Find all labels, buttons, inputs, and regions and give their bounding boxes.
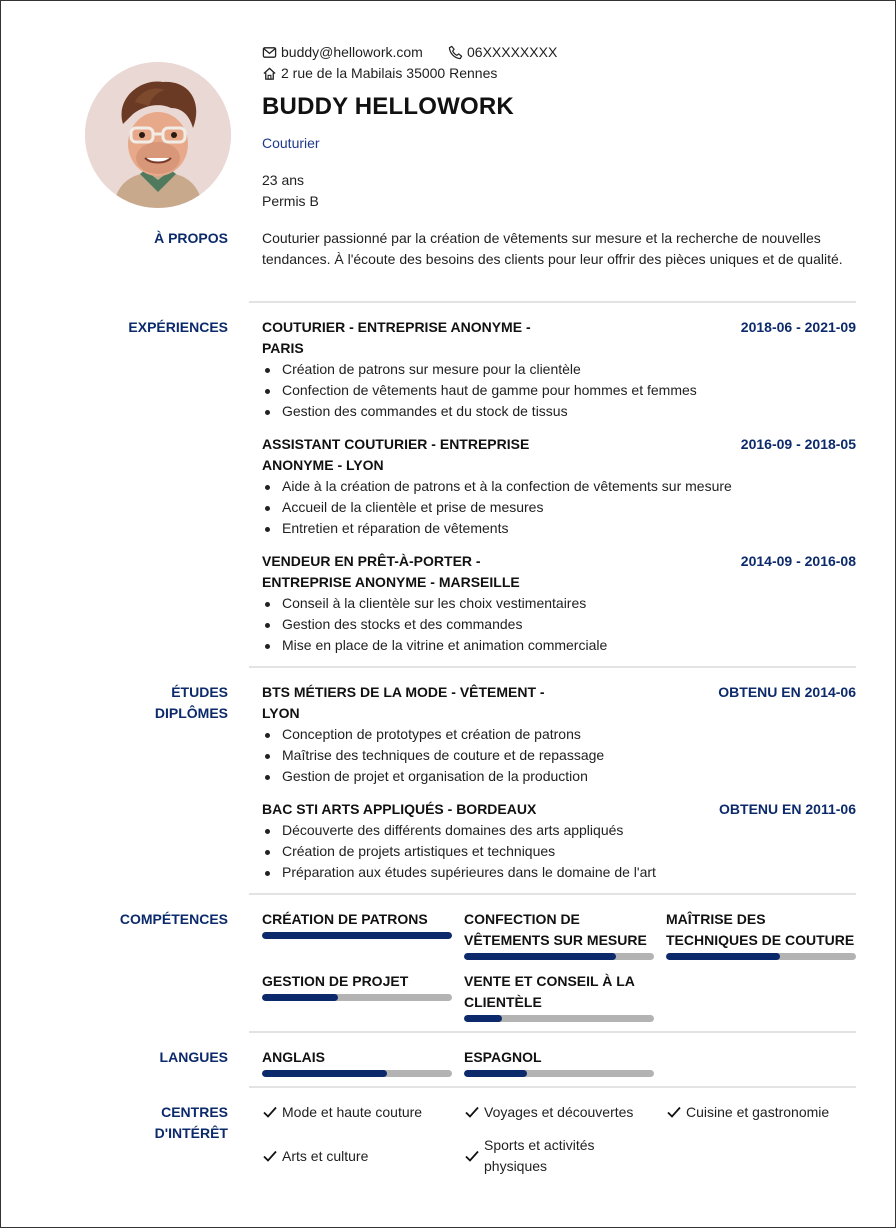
section-divider: [249, 666, 856, 668]
contact-email-row: [262, 44, 423, 60]
profile-avatar: [85, 62, 231, 208]
list-item: Gestion des commandes et du stock de tissus: [262, 401, 856, 422]
skill-level-bar: [262, 994, 452, 1001]
section-label-interests: CENTRES D'INTÉRÊT: [154, 1104, 228, 1141]
check-icon: [464, 1102, 480, 1126]
contact-email[interactable]: buddy@hellowork.com: [281, 44, 423, 60]
skill-level-fill: [666, 953, 780, 960]
language-name: ANGLAIS: [262, 1049, 325, 1065]
language-level-bar: [262, 1070, 452, 1077]
education-bullets: [262, 724, 856, 787]
interest-item: Mode et haute couture: [262, 1102, 422, 1126]
language-level-bar: [464, 1070, 654, 1077]
list-item: Aide à la création de patrons et à la confection de vêtements sur mesure: [262, 476, 856, 497]
check-icon: [464, 1146, 480, 1170]
section-label-languages: LANGUES: [159, 1049, 228, 1065]
experience-title: VENDEUR EN PRÊT-À-PORTER - ENTREPRISE ANONYME - MARSEILLE: [262, 553, 520, 590]
skill-level-fill: [464, 1015, 502, 1022]
experience-entry: [262, 434, 856, 539]
interest-item: Sports et activités physiques: [464, 1135, 595, 1177]
contact-phone[interactable]: 06XXXXXXXX: [467, 44, 558, 60]
check-icon: [262, 1146, 278, 1170]
home-icon: [262, 66, 277, 81]
education-entry: [262, 682, 856, 787]
list-item: Maîtrise des techniques de couture et de repassage: [262, 745, 856, 766]
experience-bullets: [262, 593, 856, 656]
education-title: BAC STI ARTS APPLIQUÉS - BORDEAUX: [262, 801, 537, 817]
list-item: Entretien et réparation de vêtements: [262, 518, 856, 539]
check-icon: [262, 1102, 278, 1126]
education-dates: OBTENU EN 2011-06: [719, 801, 856, 817]
language-name: ESPAGNOL: [464, 1049, 542, 1065]
skill-level-bar: [262, 932, 452, 939]
about-text: Couturier passionné par la création de vêtements sur mesure et la recherche de nouvelles tendances. À l'écoute des besoins des clients pour leur offrir des pièces uniques et de qualité.: [262, 230, 843, 267]
experience-title: ASSISTANT COUTURIER - ENTREPRISE ANONYME - LYON: [262, 436, 530, 473]
list-item: Découverte des différents domaines des arts appliqués: [262, 820, 856, 841]
interest-item: Cuisine et gastronomie: [666, 1102, 829, 1126]
skill-name: VENTE ET CONSEIL À LA CLIENTÈLE: [464, 973, 635, 1010]
skill-item: [666, 909, 856, 960]
list-item: Mise en place de la vitrine et animation commerciale: [262, 635, 856, 656]
experience-dates: 2018-06 - 2021-09: [740, 319, 856, 335]
education-entry: [262, 799, 856, 883]
skill-level-bar: [464, 1015, 654, 1022]
skill-name: CONFECTION DE VÊTEMENTS SUR MESURE: [464, 911, 647, 948]
section-divider: [249, 1086, 856, 1088]
skill-item: [464, 909, 654, 960]
check-icon: [666, 1102, 682, 1126]
contact-phone-row: [448, 44, 557, 60]
language-level-fill: [262, 1070, 387, 1077]
skill-level-fill: [464, 953, 616, 960]
mail-icon: [262, 45, 277, 60]
list-item: Gestion des stocks et des commandes: [262, 614, 856, 635]
list-item: Création de projets artistiques et techniques: [262, 841, 856, 862]
list-item: Création de patrons sur mesure pour la clientèle: [262, 359, 856, 380]
education-bullets: [262, 820, 856, 883]
skill-level-fill: [262, 994, 338, 1001]
contact-address-row: [262, 65, 497, 81]
section-divider: [249, 893, 856, 895]
list-item: Confection de vêtements haut de gamme pour hommes et femmes: [262, 380, 856, 401]
section-label-skills: COMPÉTENCES: [119, 911, 228, 927]
contact-address: 2 rue de la Mabilais 35000 Rennes: [281, 65, 498, 81]
list-item: Gestion de projet et organisation de la production: [262, 766, 856, 787]
experience-dates: 2014-09 - 2016-08: [740, 553, 856, 569]
education-title: BTS MÉTIERS DE LA MODE - VÊTEMENT - LYON: [262, 684, 545, 721]
section-label-about: À PROPOS: [154, 230, 228, 246]
driving-license: Permis B: [262, 193, 319, 209]
job-title: Couturier: [262, 135, 320, 151]
experience-bullets: [262, 359, 856, 422]
language-item: [464, 1047, 654, 1077]
list-item: Conception de prototypes et création de patrons: [262, 724, 856, 745]
experience-title: COUTURIER - ENTREPRISE ANONYME - PARIS: [262, 319, 531, 356]
section-label-experiences: EXPÉRIENCES: [128, 319, 228, 335]
list-item: Accueil de la clientèle et prise de mesures: [262, 497, 856, 518]
candidate-age: 23 ans: [262, 172, 305, 188]
education-dates: OBTENU EN 2014-06: [718, 684, 856, 700]
skill-name: GESTION DE PROJET: [262, 973, 409, 989]
language-item: [262, 1047, 452, 1077]
list-item: Conseil à la clientèle sur les choix vestimentaires: [262, 593, 856, 614]
skill-level-bar: [666, 953, 856, 960]
experience-dates: 2016-09 - 2018-05: [740, 436, 856, 452]
experience-entry: [262, 317, 856, 422]
skill-item: [262, 909, 452, 939]
experience-bullets: [262, 476, 856, 539]
experience-entry: [262, 551, 856, 656]
section-divider: [249, 1031, 856, 1033]
list-item: Préparation aux études supérieures dans le domaine de l'art: [262, 862, 856, 883]
skill-name: CRÉATION DE PATRONS: [262, 911, 428, 927]
skill-level-fill: [262, 932, 452, 939]
language-level-fill: [464, 1070, 527, 1077]
section-label-education: ÉTUDES DIPLÔMES: [154, 684, 228, 721]
section-divider: [249, 301, 856, 303]
skill-name: MAÎTRISE DES TECHNIQUES DE COUTURE: [666, 911, 855, 948]
skill-level-bar: [464, 953, 654, 960]
phone-icon: [448, 45, 463, 60]
skill-item: [464, 971, 654, 1022]
skill-item: [262, 971, 452, 1001]
candidate-name: BUDDY HELLOWORK: [262, 93, 514, 120]
interest-item: Arts et culture: [262, 1146, 368, 1170]
interest-item: Voyages et découvertes: [464, 1102, 633, 1126]
